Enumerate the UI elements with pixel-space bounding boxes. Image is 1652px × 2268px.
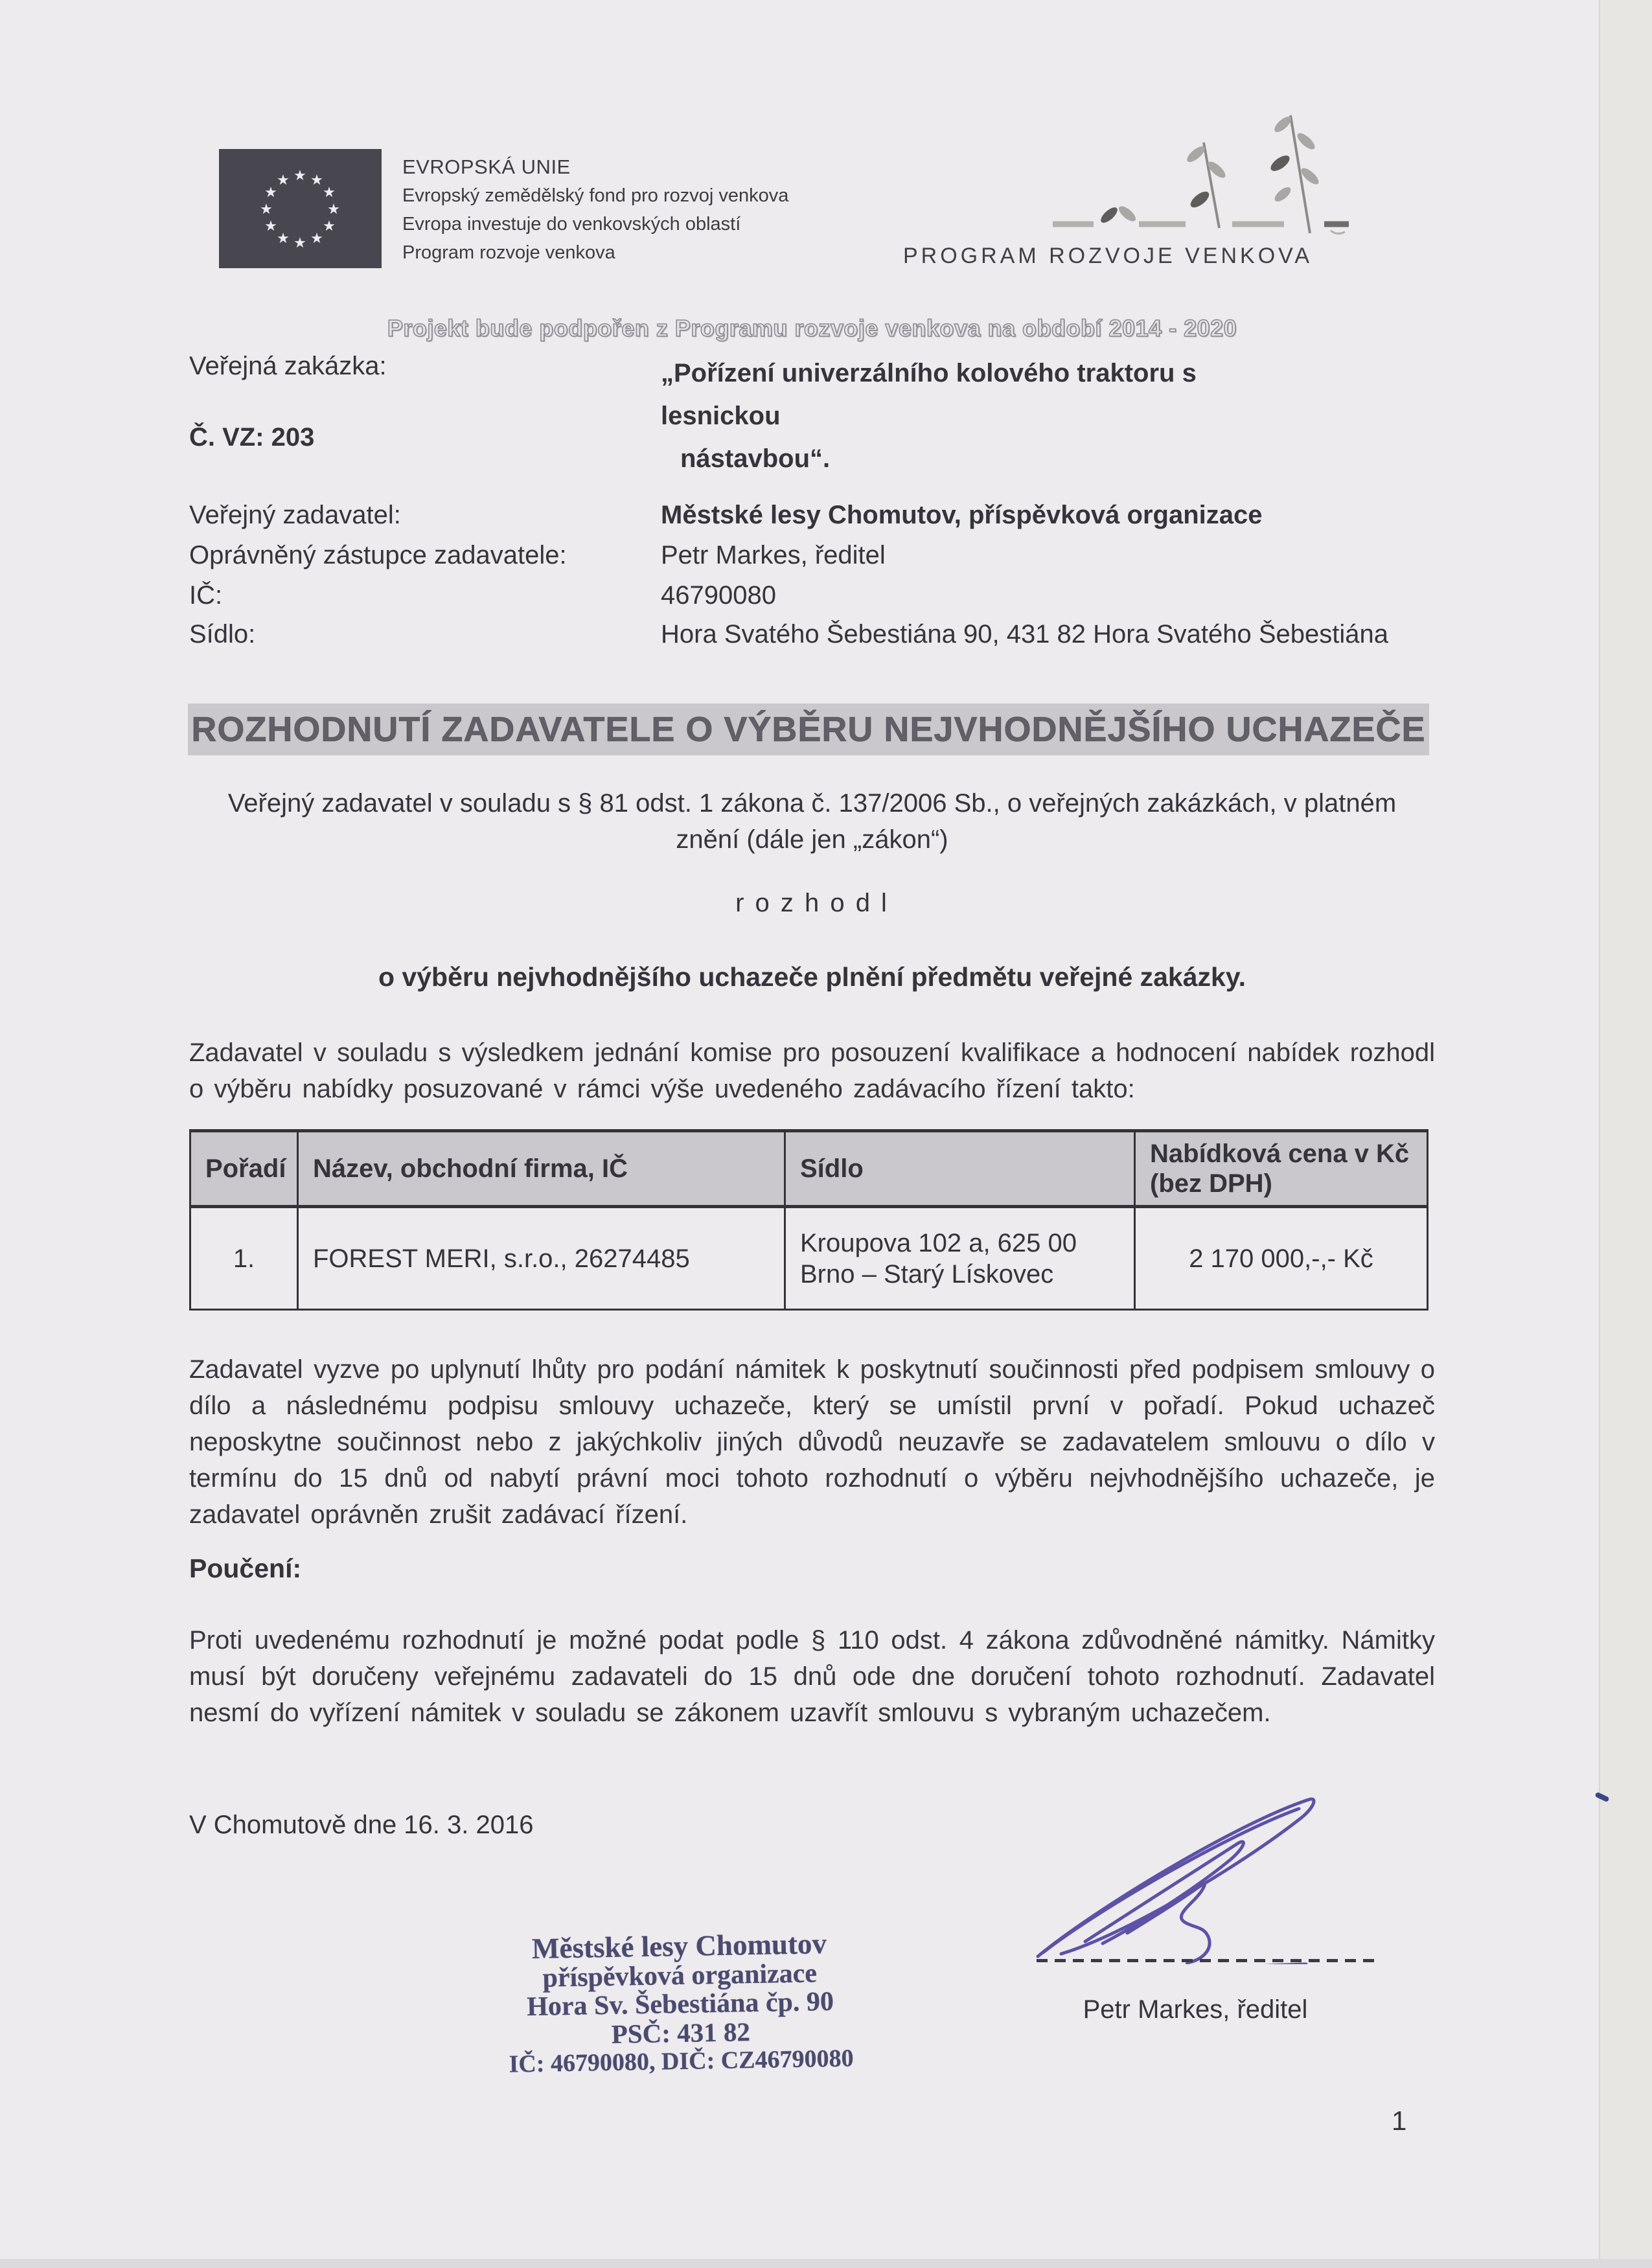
stamp-line: IČ: 46790080, DIČ: CZ46790080 xyxy=(509,2045,854,2078)
intro-line1: Veřejný zadavatel v souladu s § 81 odst. 1 zákona č. 137/2006 Sb., o veřejných zakázkách, v platném xyxy=(227,789,1397,818)
eu-text-line: Program rozvoje venkova xyxy=(402,242,615,263)
svg-text:★: ★ xyxy=(310,231,323,247)
svg-text:★: ★ xyxy=(293,235,306,251)
public-contract-value xyxy=(661,352,1296,480)
svg-text:★: ★ xyxy=(277,172,290,189)
cell-cena: 2 170 000,-,- Kč xyxy=(1135,1207,1428,1310)
svg-text:★: ★ xyxy=(323,218,336,235)
col-header-sidlo: Sídlo xyxy=(785,1131,1135,1207)
col-header-poradi: Pořadí xyxy=(190,1131,298,1207)
date-place: V Chomutově dne 16. 3. 2016 xyxy=(189,1811,534,1839)
decision-word: r o z h o d l xyxy=(735,889,889,917)
prv-logo-caption: PROGRAM ROZVOJE VENKOVA xyxy=(902,244,1313,268)
document-title: ROZHODNUTÍ ZADAVATELE O VÝBĚRU NEJVHODNĚJŠÍHO UCHAZEČE xyxy=(188,704,1429,755)
field-label-ic: IČ: xyxy=(189,581,223,610)
eu-text-line: Evropský zemědělský fond pro rozvoj venkova xyxy=(402,185,789,206)
stamp-line: Městské lesy Chomutov xyxy=(531,1927,827,1965)
svg-text:★: ★ xyxy=(323,185,336,201)
eu-text-line: Evropa investuje do venkovských oblastí xyxy=(402,214,741,235)
public-contract-value-line1: „Pořízení univerzálního kolového traktoru s lesnickou xyxy=(661,359,1197,430)
col-header-nazev: Název, obchodní firma, IČ xyxy=(298,1131,785,1207)
svg-text:★: ★ xyxy=(327,201,340,218)
stamp-line: PSČ: 431 82 xyxy=(611,2017,751,2049)
eu-flag-icon xyxy=(219,149,382,271)
svg-text:★: ★ xyxy=(264,218,277,235)
body-paragraph-2: Proti uvedenému rozhodnutí je možné podat podle § 110 odst. 4 zákona zdůvodněné námitky. Námitky musí být doručeny veřejnému zadavateli do 15 dnů ode dne doručení tohoto rozhodnutí. Zadavatel nesmí do vyřízení námitek v souladu se zákonem uzavřít smlouvu s vybraným uchazečem. xyxy=(189,1626,1435,1727)
col-header-cena: Nabídková cena v Kč (bez DPH) xyxy=(1135,1131,1428,1207)
svg-text:★: ★ xyxy=(310,172,323,189)
body-paragraph-1: Zadavatel vyzve po uplynutí lhůty pro podání námitek k poskytnutí součinnosti před podpisem smlouvy o dílo a následnému podpisu smlouvy uchazeče, který se umístil první v pořadí. Pokud uchazeč neposkytne součinnost nebo z jakýchkoliv jiných důvodů neuzavře se zadavatelem smlouvu o dílo v termínu do 15 dnů od nabytí právní moci tohoto rozhodnutí o výběru nejvhodnějšího uchazeče, je zadavatel oprávněn zrušit zadávací řízení. xyxy=(189,1355,1435,1529)
table-row xyxy=(190,1207,1428,1310)
scan-edge-right xyxy=(1599,0,1652,2268)
support-note: Projekt bude podpořen z Programu rozvoje venkova na období 2014 - 2020 xyxy=(387,315,1237,341)
field-value-zadavatel: Městské lesy Chomutov, příspěvková organizace xyxy=(661,501,1263,529)
scan-edge-bottom xyxy=(0,2259,1652,2268)
signatory-name: Petr Markes, ředitel xyxy=(1083,1995,1308,2024)
cell-nazev: FOREST MERI, s.r.o., 26274485 xyxy=(298,1207,785,1310)
svg-text:★: ★ xyxy=(277,231,290,247)
svg-text:★: ★ xyxy=(293,168,306,184)
field-label-zadavatel: Veřejný zadavatel: xyxy=(189,501,401,529)
advice-heading: Poučení: xyxy=(189,1553,302,1583)
field-value-ic: 46790080 xyxy=(661,581,776,610)
contract-number: Č. VZ: 203 xyxy=(189,423,315,452)
table-header-row xyxy=(190,1131,1428,1207)
cell-poradi: 1. xyxy=(190,1207,298,1310)
field-value-zastupce: Petr Markes, ředitel xyxy=(661,541,886,569)
page-number: 1 xyxy=(1392,2105,1407,2136)
field-label-sidlo: Sídlo: xyxy=(189,620,256,648)
stamp-line: Hora Sv. Šebestiána čp. 90 xyxy=(526,1986,834,2022)
eu-funding-text xyxy=(402,153,788,267)
prv-logo-icon xyxy=(1050,104,1354,249)
svg-text:★: ★ xyxy=(260,201,273,218)
signature-line xyxy=(1037,1959,1380,1962)
field-value-sidlo: Hora Svatého Šebestiána 90, 431 82 Hora Svatého Šebestiána xyxy=(661,620,1389,648)
cell-sidlo: Kroupova 102 a, 625 00 Brno – Starý Lískovec xyxy=(785,1207,1135,1310)
public-contract-value-line2: nástavbou“. xyxy=(680,444,831,473)
public-contract-label: Veřejná zakázka: xyxy=(189,352,387,380)
field-label-zastupce: Oprávněný zástupce zadavatele: xyxy=(189,541,567,569)
svg-text:★: ★ xyxy=(264,185,277,201)
eu-text-line: EVROPSKÁ UNIE xyxy=(402,155,571,178)
decision-subject: o výběru nejvhodnějšího uchazeče plnění předmětu veřejné zakázky. xyxy=(378,962,1246,992)
bid-results-table xyxy=(189,1129,1428,1311)
stamp-line: příspěvková organizace xyxy=(542,1958,818,1993)
signature-handwriting xyxy=(1024,1783,1335,1967)
company-stamp xyxy=(491,1927,869,2079)
intro-paragraph: Zadavatel v souladu s výsledkem jednání komise pro posouzení kvalifikace a hodnocení nabídek rozhodl o výběru nabídky posuzované v rámci výše uvedeného zadávacího řízení takto: xyxy=(189,1038,1435,1103)
intro-line2: znění (dále jen „zákon“) xyxy=(676,825,948,854)
